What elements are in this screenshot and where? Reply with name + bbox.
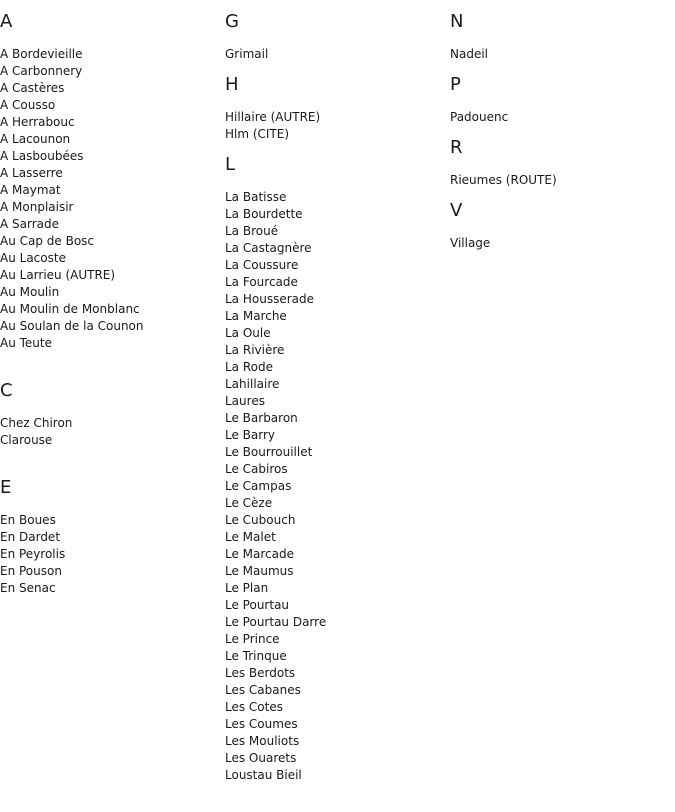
place-list	[0, 46, 220, 352]
place-list-item: A Bordevieille	[0, 47, 83, 61]
section-letter-heading: V	[450, 200, 463, 221]
place-list-item: En Pouson	[0, 564, 62, 578]
place-list-item: Le Malet	[225, 530, 276, 544]
place-list-item: Au Moulin de Monblanc	[0, 302, 140, 316]
section-spacer	[0, 352, 220, 369]
place-list-item: Les Coumes	[225, 717, 298, 731]
letter-section	[450, 0, 670, 63]
section-letter-heading: A	[0, 11, 13, 32]
place-list-item: Le Barbaron	[225, 411, 298, 425]
place-list-item: Au Larrieu (AUTRE)	[0, 268, 116, 282]
place-list	[450, 235, 670, 252]
place-list-item: Le Marcade	[225, 547, 294, 561]
place-list-item: Le Plan	[225, 581, 269, 595]
place-list-item: En Dardet	[0, 530, 61, 544]
place-list-item: Le Prince	[225, 632, 280, 646]
place-list-item: Les Berdots	[225, 666, 296, 680]
place-list-item: A Cousso	[0, 98, 56, 112]
place-list-item: A Sarrade	[0, 217, 60, 231]
place-list-item: Le Cabiros	[225, 462, 288, 476]
place-list-item: A Lasboubées	[0, 149, 84, 163]
place-list-item: Clarouse	[0, 433, 53, 447]
section-letter-heading: E	[0, 477, 12, 498]
place-list-item: Hlm (CITE)	[225, 127, 290, 141]
place-list-item: Au Soulan de la Counon	[0, 319, 144, 333]
place-list-item: En Senac	[0, 581, 56, 595]
place-list-item: La Bourdette	[225, 207, 303, 221]
place-list	[225, 189, 445, 784]
place-list-item: Le Cèze	[225, 496, 273, 510]
place-list-item: Le Trinque	[225, 649, 287, 663]
letter-section	[225, 0, 445, 63]
place-list-item: Les Cabanes	[225, 683, 301, 697]
letter-section	[0, 466, 220, 597]
place-list-item: En Boues	[0, 513, 56, 527]
letter-section	[450, 63, 670, 126]
place-list-item: Les Ouarets	[225, 751, 297, 765]
section-letter-heading: P	[450, 74, 461, 95]
section-spacer	[0, 449, 220, 466]
section-letter-heading: H	[225, 74, 239, 95]
place-list-item: Au Cap de Bosc	[0, 234, 95, 248]
place-list-item: Le Barry	[225, 428, 276, 442]
place-list-item: La Housserade	[225, 292, 314, 306]
section-letter-heading: L	[225, 154, 236, 175]
column-2	[225, 0, 445, 784]
letter-section	[450, 189, 670, 252]
letter-section	[0, 0, 220, 369]
letter-section	[0, 369, 220, 466]
place-list-item: La Rode	[225, 360, 273, 374]
letter-section	[225, 63, 445, 143]
place-list-item: A Castères	[0, 81, 65, 95]
place-list-item: Le Cubouch	[225, 513, 296, 527]
letter-section	[225, 143, 445, 784]
place-list-item: Rieumes (ROUTE)	[450, 173, 557, 187]
place-list-item: Au Moulin	[0, 285, 60, 299]
place-list-item: A Lacounon	[0, 132, 71, 146]
place-list	[450, 172, 670, 189]
place-list	[0, 415, 220, 449]
place-list	[225, 109, 445, 143]
place-list-item: En Peyrolis	[0, 547, 66, 561]
place-list	[225, 46, 445, 63]
place-list-item: Les Mouliots	[225, 734, 300, 748]
place-list-item: La Castagnère	[225, 241, 312, 255]
place-list	[450, 109, 670, 126]
place-list-item: Le Pourtau Darre	[225, 615, 327, 629]
place-list-item: La Oule	[225, 326, 271, 340]
place-list-item: Chez Chiron	[0, 416, 73, 430]
place-list-item: Le Campas	[225, 479, 292, 493]
section-letter-heading: N	[450, 11, 464, 32]
place-list-item: Lahillaire	[225, 377, 280, 391]
place-list-item: Le Bourrouillet	[225, 445, 313, 459]
place-list-item: Village	[450, 236, 491, 250]
place-list-item: A Carbonnery	[0, 64, 83, 78]
place-list-item: Loustau Bieil	[225, 768, 302, 782]
place-list-item: La Batisse	[225, 190, 287, 204]
place-list-item: A Lasserre	[0, 166, 63, 180]
place-list-item: Nadeil	[450, 47, 488, 61]
place-list-item: Padouenc	[450, 110, 509, 124]
place-list-item: Le Pourtau	[225, 598, 290, 612]
place-list-item: A Maymat	[0, 183, 61, 197]
column-1	[0, 0, 220, 597]
place-list-item: A Herrabouc	[0, 115, 75, 129]
place-list-item: Hillaire (AUTRE)	[225, 110, 321, 124]
letter-section	[450, 126, 670, 189]
place-list-item: Au Teute	[0, 336, 52, 350]
place-list-item: La Coussure	[225, 258, 299, 272]
place-list-item: La Rivière	[225, 343, 285, 357]
place-list	[450, 46, 670, 63]
place-list-item: La Broué	[225, 224, 279, 238]
place-list-item: La Fourcade	[225, 275, 298, 289]
section-letter-heading: G	[225, 11, 239, 32]
place-list-item: Au Lacoste	[0, 251, 66, 265]
place-list-item: La Marche	[225, 309, 287, 323]
section-letter-heading: R	[450, 137, 463, 158]
column-3	[450, 0, 670, 252]
place-list-item: A Monplaisir	[0, 200, 74, 214]
place-list	[0, 512, 220, 597]
place-list-item: Laures	[225, 394, 265, 408]
place-list-item: Grimail	[225, 47, 269, 61]
section-letter-heading: C	[0, 380, 13, 401]
place-list-item: Les Cotes	[225, 700, 283, 714]
place-list-item: Le Maumus	[225, 564, 294, 578]
